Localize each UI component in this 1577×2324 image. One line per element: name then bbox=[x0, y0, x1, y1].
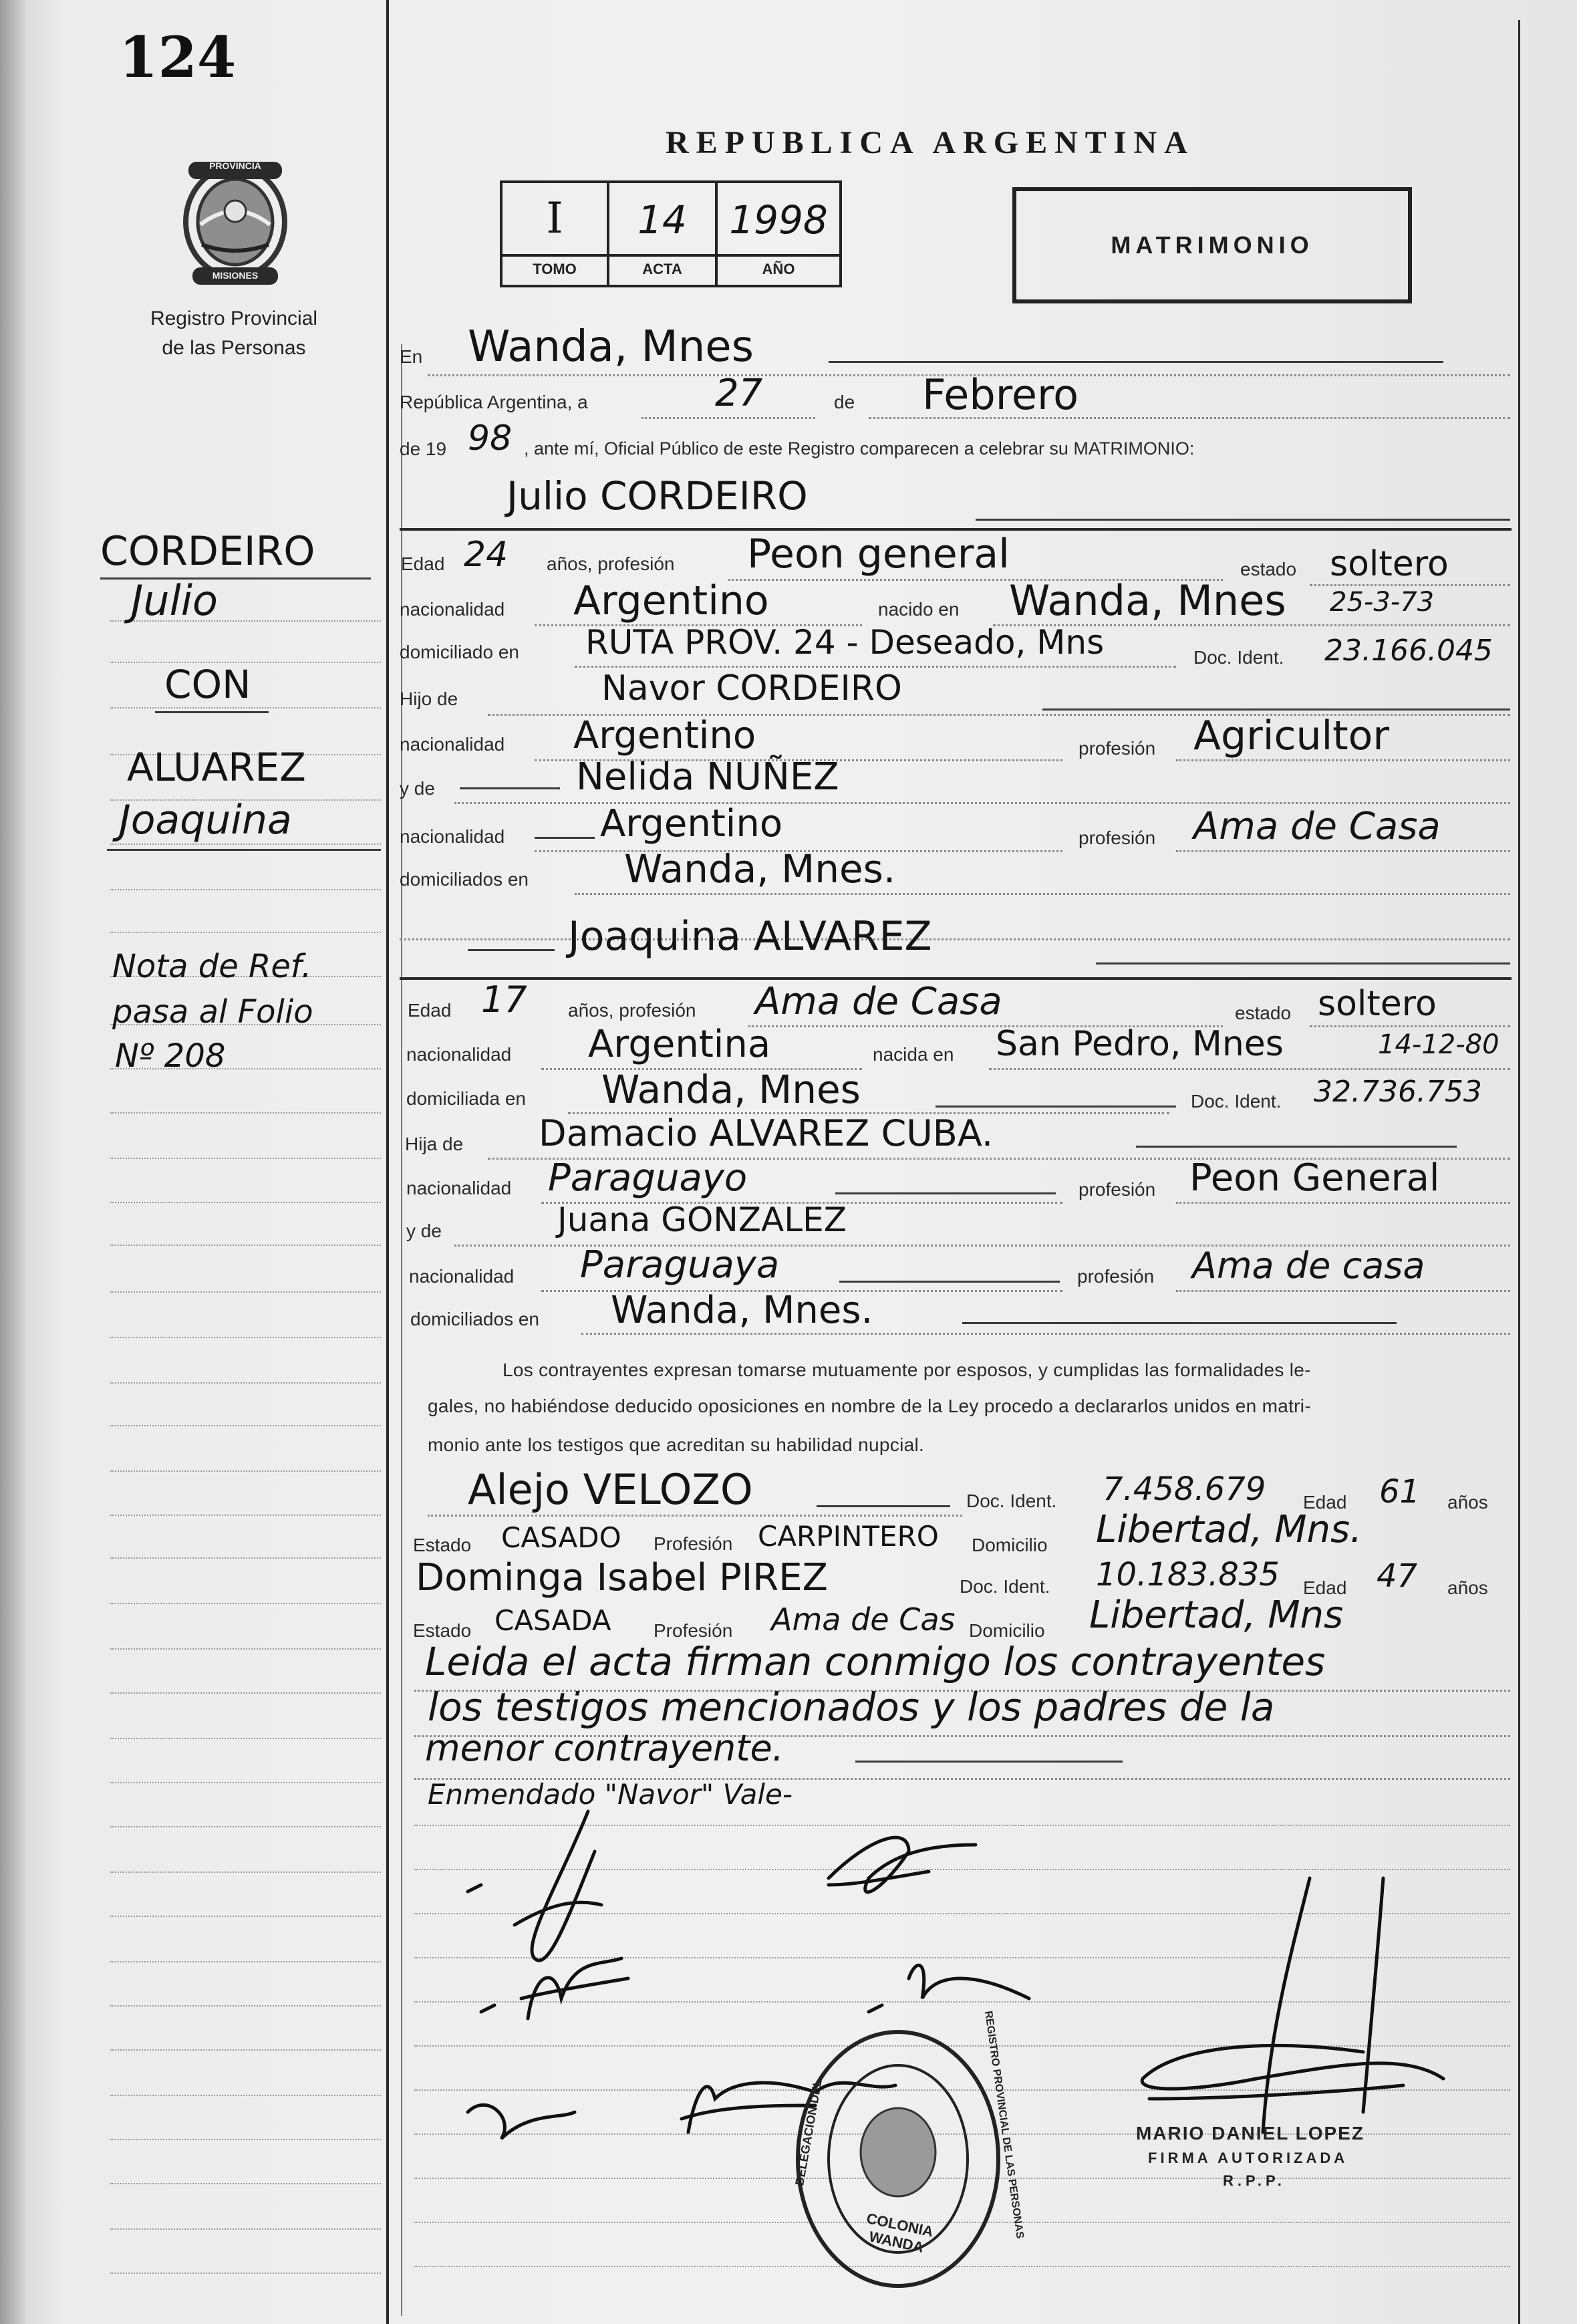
bride-madre-nac: Paraguaya bbox=[580, 1243, 780, 1287]
bride-padre-nac: Paraguayo bbox=[548, 1156, 748, 1200]
declaration-line3: monio ante los testigos que acreditan su habilidad nupcial. bbox=[428, 1434, 925, 1455]
groom-madre-nac-label: nacionalidad bbox=[400, 826, 505, 847]
bride-domicilio-label: domiciliada en bbox=[406, 1088, 526, 1109]
intro-year: 98 bbox=[468, 418, 513, 459]
groom-padre-nac-label: nacionalidad bbox=[400, 734, 505, 755]
stamp-outer-left-text: DELEGACION DEL bbox=[793, 2078, 825, 2187]
witness2-name: Dominga Isabel PIREZ bbox=[416, 1556, 828, 1599]
declaration-line2: gales, no habiéndose deducido oposiciones en nombre de la Ley procedo a declararlos unidos en matri- bbox=[428, 1396, 1311, 1416]
groom-domicilio: RUTA PROV. 24 - Deseado, Mns bbox=[585, 623, 1105, 662]
witness1-doc-label: Doc. Ident. bbox=[966, 1491, 1057, 1511]
margin-surname-bride: ALUAREZ bbox=[127, 745, 306, 790]
registry-name-line2: de las Personas bbox=[162, 337, 306, 359]
bride-padres-dom: Wanda, Mnes. bbox=[611, 1289, 873, 1332]
bride-madre-prof-label: profesión bbox=[1077, 1266, 1155, 1287]
groom-name: Julio CORDEIRO bbox=[507, 473, 808, 519]
margin-name-groom: Julio bbox=[131, 576, 218, 625]
groom-padres-dom-label: domiciliados en bbox=[400, 869, 529, 890]
tomo-label: TOMO bbox=[533, 261, 577, 277]
bride-hija-label: Hija de bbox=[405, 1134, 464, 1154]
binding-edge bbox=[0, 0, 25, 2324]
witness2-estado: CASADA bbox=[494, 1604, 611, 1637]
groom-doc: 23.166.045 bbox=[1324, 634, 1493, 668]
bride-madre: Juana GONZALEZ bbox=[557, 1200, 847, 1239]
year-prefix: de 19 bbox=[400, 438, 447, 459]
groom-padre-nac: Argentino bbox=[573, 714, 756, 757]
groom-padres-dom: Wanda, Mnes. bbox=[624, 846, 896, 892]
declaration-line1: Los contrayentes expresan tomarse mutuamente por esposos, y cumplidas las formalidades le- bbox=[503, 1360, 1311, 1380]
groom-estado: soltero bbox=[1330, 544, 1449, 584]
page-number: 124 bbox=[119, 24, 237, 90]
de-label: de bbox=[834, 392, 855, 412]
witness1-edad: 61 bbox=[1379, 1473, 1421, 1511]
witness1-profesion: CARPINTERO bbox=[758, 1520, 939, 1553]
witness2-doc-label: Doc. Ident. bbox=[960, 1576, 1050, 1597]
bride-domicilio: Wanda, Mnes bbox=[601, 1067, 861, 1112]
witness2-domicilio: Libertad, Mns bbox=[1089, 1593, 1344, 1637]
bride-madre-nac-label: nacionalidad bbox=[409, 1266, 515, 1287]
groom-madre: Nelida NUÑEZ bbox=[576, 755, 839, 799]
groom-doc-label: Doc. Ident. bbox=[1193, 647, 1284, 668]
closing-enmendado: Enmendado "Navor" Vale- bbox=[428, 1778, 793, 1811]
groom-madre-prof-label: profesión bbox=[1079, 827, 1156, 848]
bride-estado: soltero bbox=[1318, 984, 1437, 1024]
groom-nacionalidad-label: nacionalidad bbox=[400, 599, 505, 620]
witness2-estado-label: Estado bbox=[413, 1620, 472, 1641]
groom-fecha-nac: 25-3-73 bbox=[1330, 587, 1435, 618]
closing-line3: menor contrayente. bbox=[425, 1727, 784, 1769]
margin-name-bride: Joaquina bbox=[119, 797, 292, 844]
groom-nacido-en: Wanda, Mnes bbox=[1009, 576, 1286, 625]
groom-madre-prof: Ama de Casa bbox=[1193, 805, 1441, 848]
republica-label: República Argentina, a bbox=[400, 392, 588, 412]
intro-month: Febrero bbox=[922, 370, 1079, 419]
country-heading: REPUBLICA ARGENTINA bbox=[666, 125, 1195, 160]
witness1-domicilio: Libertad, Mns. bbox=[1096, 1508, 1362, 1551]
witness2-edad: 47 bbox=[1377, 1557, 1418, 1595]
witness2-edad-label: Edad bbox=[1303, 1577, 1347, 1598]
bride-madre-prof: Ama de casa bbox=[1192, 1245, 1425, 1287]
witness1-domicilio-label: Domicilio bbox=[972, 1535, 1048, 1555]
groom-nacido-label: nacido en bbox=[878, 599, 960, 620]
bride-profesion: Ama de Casa bbox=[755, 980, 1002, 1023]
witness2-anos-label: años bbox=[1447, 1577, 1488, 1598]
intro-place: Wanda, Mnes bbox=[468, 322, 754, 372]
margin-surname-groom: CORDEIRO bbox=[100, 528, 315, 575]
closing-line1: Leida el acta firman conmigo los contrayentes bbox=[425, 1639, 1326, 1684]
official-org: R.P.P. bbox=[1223, 2172, 1286, 2189]
witness1-estado-label: Estado bbox=[413, 1535, 472, 1555]
ano-label: AÑO bbox=[762, 261, 795, 277]
groom-hijo-label: Hijo de bbox=[400, 688, 458, 709]
groom-edad-label: Edad bbox=[401, 553, 445, 574]
bride-nacionalidad: Argentina bbox=[588, 1023, 771, 1066]
witness1-doc: 7.458.679 bbox=[1103, 1470, 1266, 1508]
groom-estado-label: estado bbox=[1240, 559, 1297, 579]
stamp-outer-right-text: REGISTRO PROVINCIAL DE LAS PERSONAS bbox=[982, 2010, 1026, 2240]
registry-name-line1: Registro Provincial bbox=[150, 307, 318, 330]
witness1-profesion-label: Profesión bbox=[654, 1533, 733, 1554]
groom-y-de-label: y de bbox=[400, 778, 435, 799]
ano-value: 1998 bbox=[729, 197, 828, 243]
groom-profesion-label: años, profesión bbox=[547, 553, 675, 574]
bride-profesion-label: años, profesión bbox=[568, 1000, 696, 1021]
witness2-domicilio-label: Domicilio bbox=[969, 1620, 1045, 1641]
groom-madre-nac: Argentino bbox=[600, 802, 783, 846]
groom-nacionalidad: Argentino bbox=[573, 577, 769, 624]
witness1-name: Alejo VELOZO bbox=[468, 1465, 753, 1514]
groom-domicilio-label: domiciliado en bbox=[400, 642, 519, 662]
bride-doc: 32.736.753 bbox=[1314, 1075, 1482, 1109]
en-label: En bbox=[400, 346, 423, 367]
record-box-divider bbox=[500, 254, 842, 257]
registry-stamp-icon bbox=[791, 2025, 1005, 2293]
bride-estado-label: estado bbox=[1235, 1003, 1292, 1023]
bride-padre-nac-label: nacionalidad bbox=[406, 1178, 512, 1198]
bride-nacida-en: San Pedro, Mnes bbox=[996, 1024, 1284, 1064]
margin-divider bbox=[386, 0, 389, 2324]
witness1-estado: CASADO bbox=[501, 1521, 621, 1554]
margin-con: CON bbox=[164, 662, 251, 707]
acta-label: ACTA bbox=[642, 261, 682, 277]
bride-edad-label: Edad bbox=[408, 1000, 452, 1021]
witness2-profesion-label: Profesión bbox=[654, 1620, 733, 1641]
bride-padre-prof: Peon General bbox=[1189, 1156, 1440, 1200]
groom-edad: 24 bbox=[464, 535, 509, 575]
stamp-inner-text: COLONIA WANDA bbox=[865, 2210, 936, 2256]
witness2-profesion: Ama de Cas bbox=[771, 1601, 956, 1638]
act-type-box bbox=[1012, 187, 1412, 303]
groom-padre-prof: Agricultor bbox=[1193, 713, 1390, 759]
bride-nacionalidad-label: nacionalidad bbox=[406, 1044, 512, 1065]
act-type-label: MATRIMONIO bbox=[1111, 231, 1314, 259]
official-name: MARIO DANIEL LOPEZ bbox=[1136, 2123, 1365, 2144]
margin-note-line1: Nota de Ref. bbox=[112, 948, 312, 985]
bride-padre-prof-label: profesión bbox=[1079, 1179, 1156, 1200]
groom-padre-prof-label: profesión bbox=[1079, 738, 1156, 759]
closing-line2: los testigos mencionados y los padres de la bbox=[428, 1684, 1275, 1730]
bride-padre: Damacio ALVAREZ CUBA. bbox=[539, 1112, 994, 1154]
seal-bottom-text: MISIONES bbox=[212, 270, 259, 281]
groom-padre: Navor CORDEIRO bbox=[601, 668, 902, 708]
seal-top-text: PROVINCIA bbox=[209, 160, 261, 171]
bride-edad: 17 bbox=[481, 979, 527, 1021]
witness2-doc: 10.183.835 bbox=[1096, 1556, 1280, 1593]
bride-nacida-label: nacida en bbox=[873, 1044, 954, 1065]
acta-value: 14 bbox=[637, 197, 687, 243]
margin-note-line2: pasa al Folio bbox=[112, 993, 313, 1031]
intro-statement: , ante mí, Oficial Público de este Registro comparecen a celebrar su MATRIMONIO: bbox=[524, 438, 1195, 459]
tomo-value: I bbox=[546, 194, 563, 243]
bride-doc-label: Doc. Ident. bbox=[1191, 1091, 1282, 1112]
margin-note-line3: Nº 208 bbox=[115, 1037, 226, 1075]
bride-fecha-nac: 14-12-80 bbox=[1378, 1029, 1499, 1060]
province-seal-icon bbox=[175, 158, 295, 289]
official-title: FIRMA AUTORIZADA bbox=[1148, 2150, 1348, 2166]
witness1-edad-label: Edad bbox=[1303, 1492, 1347, 1513]
witness1-anos-label: años bbox=[1447, 1492, 1488, 1513]
groom-profesion: Peon general bbox=[747, 531, 1010, 577]
bride-padres-dom-label: domiciliados en bbox=[410, 1309, 539, 1329]
bride-y-de-label: y de bbox=[406, 1220, 442, 1241]
intro-day: 27 bbox=[715, 372, 763, 415]
bride-name: Joaquina ALVAREZ bbox=[568, 913, 932, 960]
